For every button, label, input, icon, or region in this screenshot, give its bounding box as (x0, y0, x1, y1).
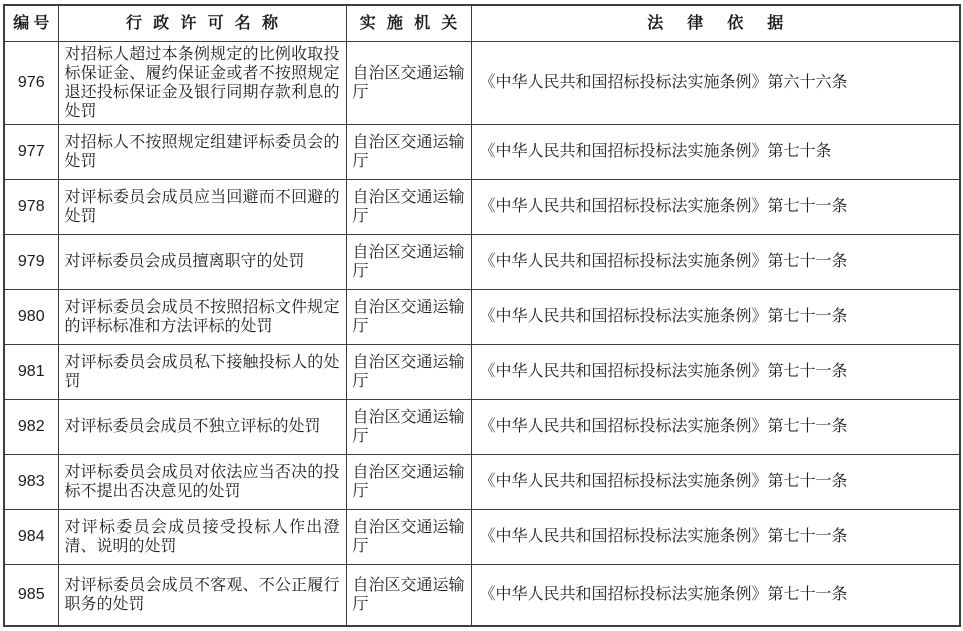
legal-basis-cell: 《中华人民共和国招标投标法实施条例》第七十一条 (471, 399, 960, 454)
permit-name-cell: 对评标委员会成员不客观、不公正履行职务的处罚 (58, 564, 346, 626)
row-id-cell: 982 (4, 399, 58, 454)
row-id-cell: 983 (4, 454, 58, 509)
table-row (4, 509, 960, 564)
permits-table-container (3, 4, 961, 627)
table-body (4, 41, 960, 626)
legal-basis-cell: 《中华人民共和国招标投标法实施条例》第七十一条 (471, 454, 960, 509)
permit-name-cell: 对招标人不按照规定组建评标委员会的处罚 (58, 124, 346, 179)
header-cell-name: 行政许可名称 (58, 5, 346, 41)
agency-cell: 自治区交通运输厅 (346, 344, 471, 399)
legal-basis-cell: 《中华人民共和国招标投标法实施条例》第七十一条 (471, 234, 960, 289)
row-id-cell: 984 (4, 509, 58, 564)
table-row (4, 179, 960, 234)
header-cell-agency: 实施机关 (346, 5, 471, 41)
legal-basis-cell: 《中华人民共和国招标投标法实施条例》第七十一条 (471, 509, 960, 564)
permit-name-cell: 对评标委员会成员应当回避而不回避的处罚 (58, 179, 346, 234)
legal-basis-cell: 《中华人民共和国招标投标法实施条例》第七十一条 (471, 344, 960, 399)
table-row (4, 344, 960, 399)
permit-name-cell: 对评标委员会成员不独立评标的处罚 (58, 399, 346, 454)
agency-cell: 自治区交通运输厅 (346, 289, 471, 344)
table-header (4, 5, 960, 41)
table-row (4, 234, 960, 289)
legal-basis-cell: 《中华人民共和国招标投标法实施条例》第七十条 (471, 124, 960, 179)
header-row (4, 5, 960, 41)
row-id-cell: 985 (4, 564, 58, 626)
permits-table (3, 4, 961, 627)
permit-name-cell: 对评标委员会成员不按照招标文件规定的评标标准和方法评标的处罚 (58, 289, 346, 344)
agency-cell: 自治区交通运输厅 (346, 564, 471, 626)
agency-cell: 自治区交通运输厅 (346, 399, 471, 454)
table-row (4, 289, 960, 344)
row-id-cell: 977 (4, 124, 58, 179)
header-cell-law: 法律依据 (471, 5, 960, 41)
agency-cell: 自治区交通运输厅 (346, 179, 471, 234)
row-id-cell: 981 (4, 344, 58, 399)
table-row (4, 399, 960, 454)
permit-name-cell: 对招标人超过本条例规定的比例收取投标保证金、履约保证金或者不按照规定退还投标保证金及银行同期存款利息的处罚 (58, 41, 346, 124)
permit-name-cell: 对评标委员会成员私下接触投标人的处罚 (58, 344, 346, 399)
permit-name-cell: 对评标委员会成员擅离职守的处罚 (58, 234, 346, 289)
permit-name-cell: 对评标委员会成员对依法应当否决的投标不提出否决意见的处罚 (58, 454, 346, 509)
table-row (4, 124, 960, 179)
agency-cell: 自治区交通运输厅 (346, 454, 471, 509)
legal-basis-cell: 《中华人民共和国招标投标法实施条例》第六十六条 (471, 41, 960, 124)
agency-cell: 自治区交通运输厅 (346, 41, 471, 124)
agency-cell: 自治区交通运输厅 (346, 509, 471, 564)
row-id-cell: 980 (4, 289, 58, 344)
row-id-cell: 978 (4, 179, 58, 234)
legal-basis-cell: 《中华人民共和国招标投标法实施条例》第七十一条 (471, 179, 960, 234)
legal-basis-cell: 《中华人民共和国招标投标法实施条例》第七十一条 (471, 289, 960, 344)
table-row (4, 41, 960, 124)
table-row (4, 454, 960, 509)
header-cell-id: 编号 (4, 5, 58, 41)
permit-name-cell: 对评标委员会成员接受投标人作出澄清、说明的处罚 (58, 509, 346, 564)
legal-basis-cell: 《中华人民共和国招标投标法实施条例》第七十一条 (471, 564, 960, 626)
row-id-cell: 976 (4, 41, 58, 124)
table-row (4, 564, 960, 626)
row-id-cell: 979 (4, 234, 58, 289)
agency-cell: 自治区交通运输厅 (346, 124, 471, 179)
agency-cell: 自治区交通运输厅 (346, 234, 471, 289)
